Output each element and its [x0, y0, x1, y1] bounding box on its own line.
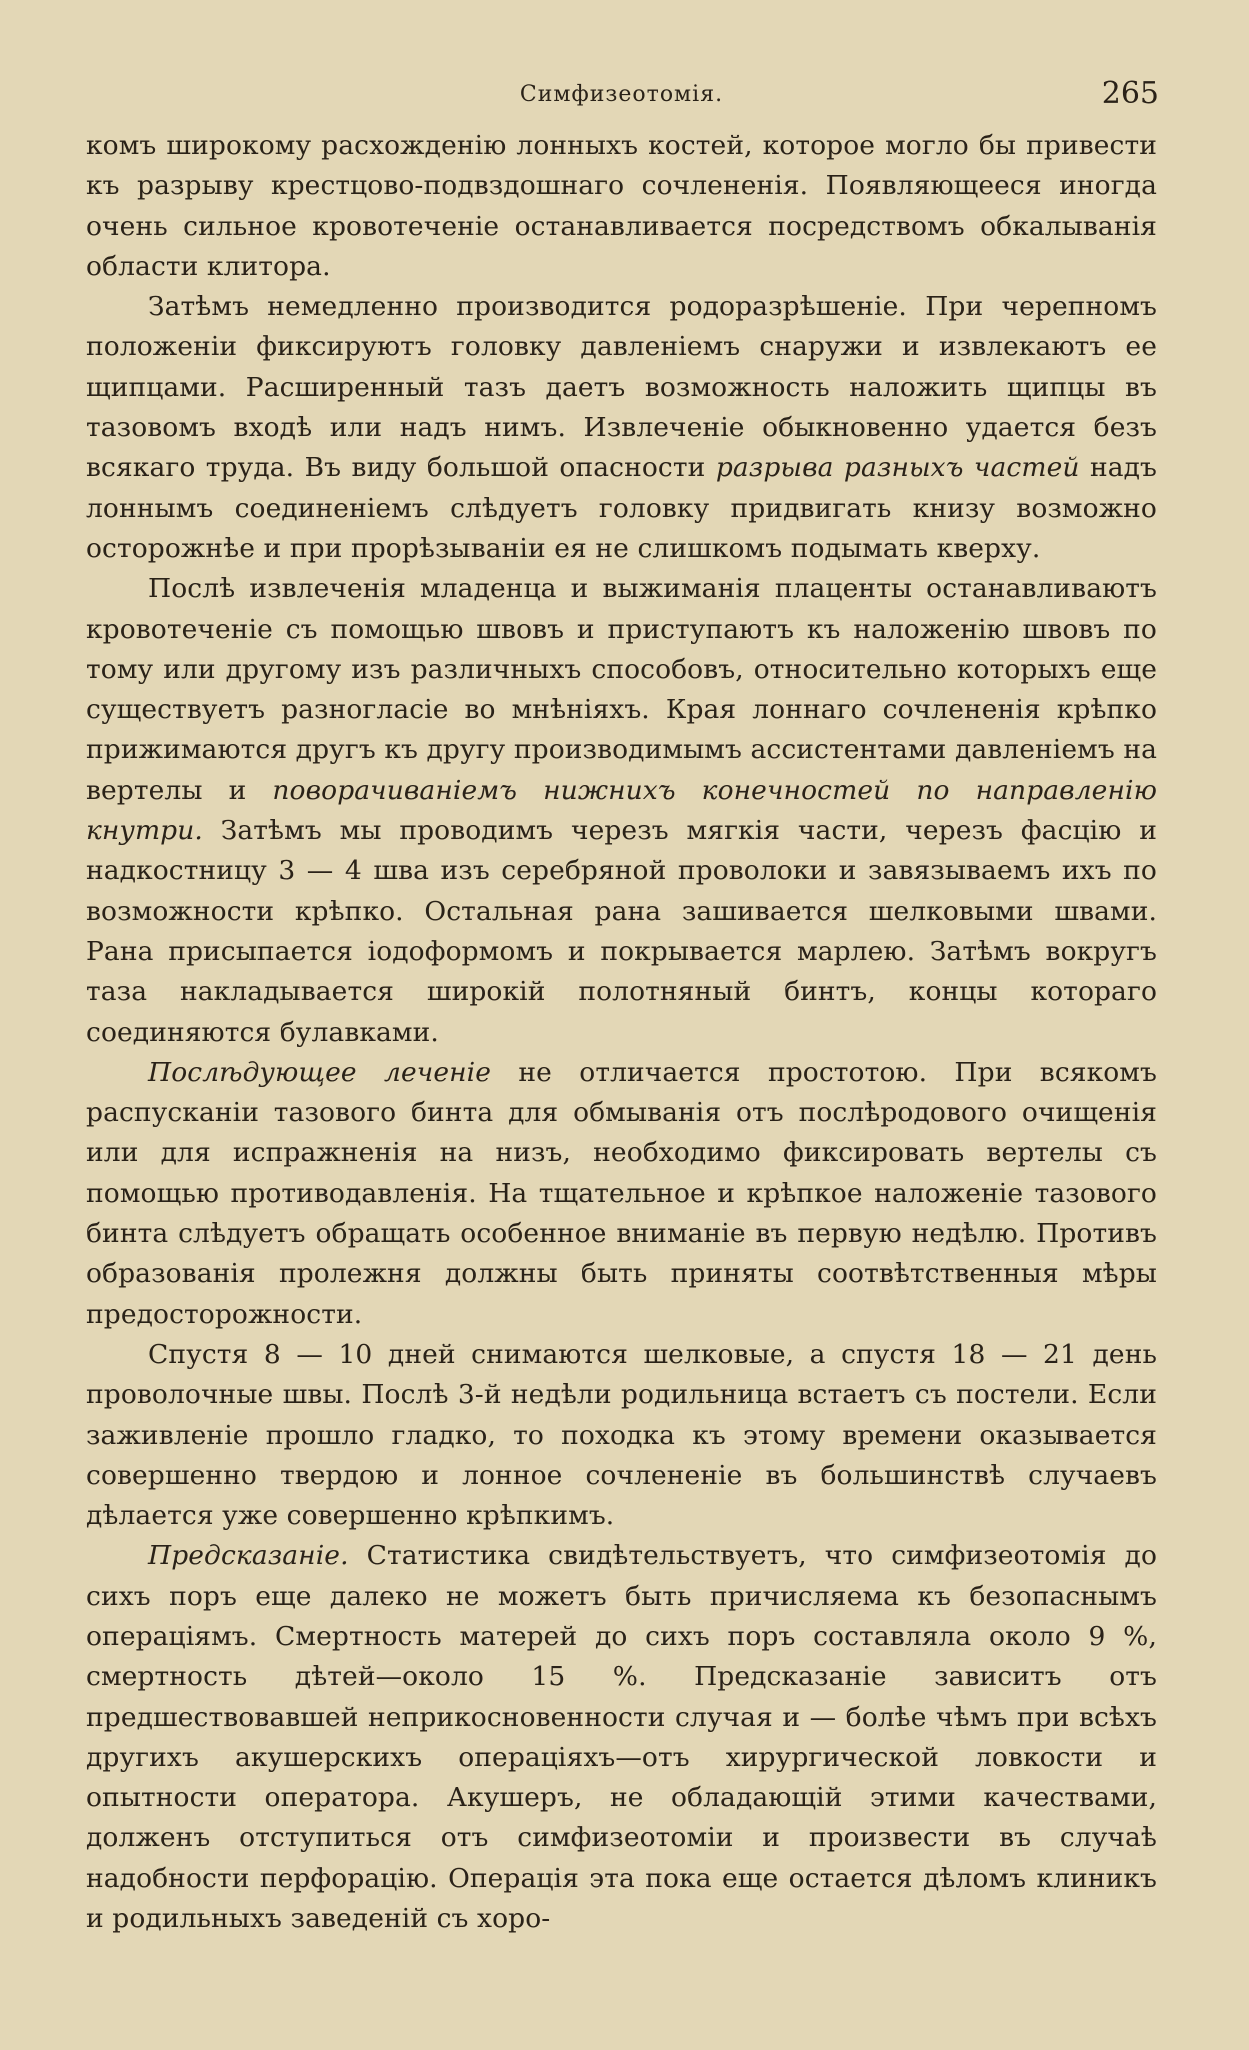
text-run: Спустя 8 — 10 дней снимаются шелковые, а спустя 18 — 21 день проволочные швы. Послѣ 3-й недѣли родильница встаетъ съ постели. Если заживленіе прошло гладко, то походка къ этому времени оказывается совершенно твердою и лонное сочлененіе въ большинствѣ случаевъ дѣлается уже совершенно крѣпкимъ. [86, 1338, 1157, 1532]
page-number: 265 [1101, 76, 1159, 111]
text-run: Послѣ извлеченія младенца и выжиманія плаценты останавливаютъ кровотеченіе съ помощью швовъ и приступаютъ къ наложенію швовъ по тому или другому изъ различныхъ способовъ, относительно которыхъ еще существуетъ разногласіе во мнѣніяхъ. Края лоннаго сочлененія крѣпко прижимаются другъ къ другу производимымъ ассистентами давленіемъ на вертелы и [86, 573, 1157, 806]
paragraph-p4 [86, 1053, 1157, 1335]
paragraph-p5 [86, 1335, 1157, 1536]
paragraph-p3 [86, 569, 1157, 1053]
italic-phrase: разрыва разныхъ частей [715, 452, 1080, 484]
italic-phrase: Предсказаніе. [148, 1540, 349, 1572]
text-run: комъ широкому расхожденію лонныхъ костей, которое могло бы привести къ разрыву крестцово-подвздошнаго сочлененія. Появляющееся иногда очень сильное кровотеченіе останавливается посредствомъ обкалыванія области клитора. [86, 130, 1157, 282]
text-run: Статистика свидѣтельствуетъ, что симфизеотомія до сихъ поръ еще далеко не можетъ быть причисляема къ безопаснымъ операціямъ. Смертность матерей до сихъ поръ составляла около 9 %, смертность дѣтей—около 15 %. Предсказаніе зависитъ отъ предшествовавшей неприкосновенности случая и — болѣе чѣмъ при всѣхъ другихъ акушерскихъ операціяхъ—отъ хирургической ловкости и опытности оператора. Акушеръ, не обладающій этими качествами, долженъ отступиться отъ симфизеотоміи и произвести въ случаѣ надобности перфорацію. Операція эта пока еще остается дѣломъ клиникъ и родильныхъ заведеній съ хоро- [86, 1540, 1157, 1935]
body-text [86, 126, 1157, 1939]
text-run: надъ лоннымъ соединеніемъ слѣдуетъ головку придвигать книзу возможно осторожнѣе и при прорѣзываніи ея не слишкомъ подымать кверху. [86, 452, 1157, 564]
text-run: не отличается простотою. При всякомъ распусканіи тазового бинта для обмыванія отъ послѣродового очищенія или для испражненія на низъ, необходимо фиксировать вертелы съ помощью противодавленія. На тщательное и крѣпкое наложеніе тазового бинта слѣдуетъ обращать особенное вниманіе въ первую недѣлю. Противъ образованія пролежня должны быть приняты соотвѣтственныя мѣры предосторожности. [86, 1056, 1157, 1330]
text-run: Затѣмъ немедленно производится родоразрѣшеніе. При черепномъ положеніи фиксируютъ головку давленіемъ снаружи и извлекаютъ ее щипцами. Расширенный тазъ даетъ возможность наложить щипцы въ тазовомъ входѣ или надъ нимъ. Извлеченіе обыкновенно удается безъ всякаго труда. Въ виду большой опасности [86, 291, 1157, 484]
paragraph-p6 [86, 1536, 1157, 1939]
italic-phrase: поворачиваніемъ нижнихъ конечностей по направленію кнутри. [86, 774, 1158, 847]
paragraph-p2 [86, 287, 1157, 569]
running-title: Симфизеотомія. [519, 82, 724, 107]
italic-phrase: Послѣдующее леченіе [148, 1056, 492, 1088]
page-header [86, 78, 1157, 126]
paragraph-p1 [86, 126, 1157, 287]
text-run: Затѣмъ мы проводимъ черезъ мягкія части, черезъ фасцію и надкостницу 3 — 4 шва изъ серебряной проволоки и завязываемъ ихъ по возможности крѣпко. Остальная рана зашивается шелковыми швами. Рана присыпается іодоформомъ и покрывается марлею. Затѣмъ вокругъ таза накладывается широкій полотняный бинтъ, концы котораго соединяются булавками. [86, 815, 1157, 1048]
